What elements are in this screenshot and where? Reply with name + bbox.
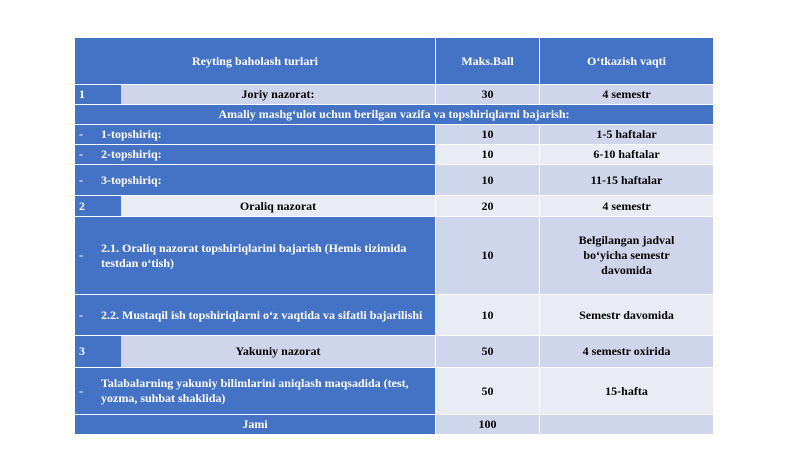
row-label-text: Talabalarning yakuniy bilimlarini aniqlash maqsadida (test, yozma, suhbat shaklida) xyxy=(101,376,409,405)
total-ball: 100 xyxy=(436,415,540,434)
row-label: Oraliq nazorat xyxy=(121,196,436,216)
row-ball: 10 xyxy=(436,217,540,294)
row-number: 2 xyxy=(75,196,121,216)
row-time: Belgilangan jadval bo‘yicha semestr davomida xyxy=(540,217,713,294)
row-ball: 10 xyxy=(436,165,540,195)
table-row xyxy=(75,196,713,216)
row-time: Semestr davomida xyxy=(540,295,713,335)
row-time: 4 semestr oxirida xyxy=(540,336,713,367)
row-ball: 20 xyxy=(436,196,540,216)
row-label-text: 2-topshiriq: xyxy=(101,147,162,161)
row-ball: 10 xyxy=(436,145,540,164)
table-row xyxy=(75,295,713,335)
header-time: O‘tkazish vaqti xyxy=(540,38,713,84)
row-time: 1-5 haftalar xyxy=(540,125,713,144)
table-row-total xyxy=(75,415,713,434)
row-label-text: 2.1. Oraliq nazorat topshiriqlarini bajarish (Hemis tizimida testdan o‘tish) xyxy=(101,240,407,270)
row-dash: - xyxy=(79,248,83,262)
row-ball: 50 xyxy=(436,336,540,367)
table-row xyxy=(75,105,713,124)
row-label xyxy=(75,125,436,144)
row-ball: 10 xyxy=(436,125,540,144)
row-label xyxy=(75,368,436,414)
row-number: 1 xyxy=(75,85,121,104)
table-row xyxy=(75,85,713,104)
table-row xyxy=(75,368,713,414)
header-types: Reyting baholash turlari xyxy=(75,38,436,84)
row-label: Joriy nazorat: xyxy=(121,85,436,104)
header-max-ball: Maks.Ball xyxy=(436,38,540,84)
table-row xyxy=(75,217,713,294)
row-number: 3 xyxy=(75,336,121,367)
table-row xyxy=(75,165,713,195)
row-ball: 10 xyxy=(436,295,540,335)
row-label-text: 1-topshiriq: xyxy=(101,127,162,141)
table-header xyxy=(75,38,713,84)
table-row xyxy=(75,336,713,367)
row-dash: - xyxy=(79,127,83,141)
table-row xyxy=(75,125,713,144)
row-time: 11-15 haftalar xyxy=(540,165,713,195)
table-row xyxy=(75,145,713,164)
row-time: 4 semestr xyxy=(540,196,713,216)
row-dash: - xyxy=(79,147,83,161)
row-label-text: 3-topshiriq: xyxy=(101,172,162,187)
section-title: Amaliy mashg‘ulot uchun berilgan vazifa va topshiriqlarni bajarish: xyxy=(75,105,713,124)
row-time: 15-hafta xyxy=(540,368,713,414)
row-ball: 50 xyxy=(436,368,540,414)
row-label-text: 2.2. Mustaqil ish topshiriqlarni o‘z vaqtida va sifatli bajarilishi xyxy=(101,307,423,322)
row-ball: 30 xyxy=(436,85,540,104)
row-label xyxy=(75,165,436,195)
total-label: Jami xyxy=(75,415,436,434)
row-dash: - xyxy=(79,383,83,398)
row-label xyxy=(75,295,436,335)
row-label xyxy=(75,145,436,164)
total-time xyxy=(540,415,713,434)
row-time: 6-10 haftalar xyxy=(540,145,713,164)
row-label: Yakuniy nazorat xyxy=(121,336,436,367)
row-dash: - xyxy=(79,172,83,187)
row-time: 4 semestr xyxy=(540,85,713,104)
row-label xyxy=(75,217,436,294)
row-dash: - xyxy=(79,307,83,322)
